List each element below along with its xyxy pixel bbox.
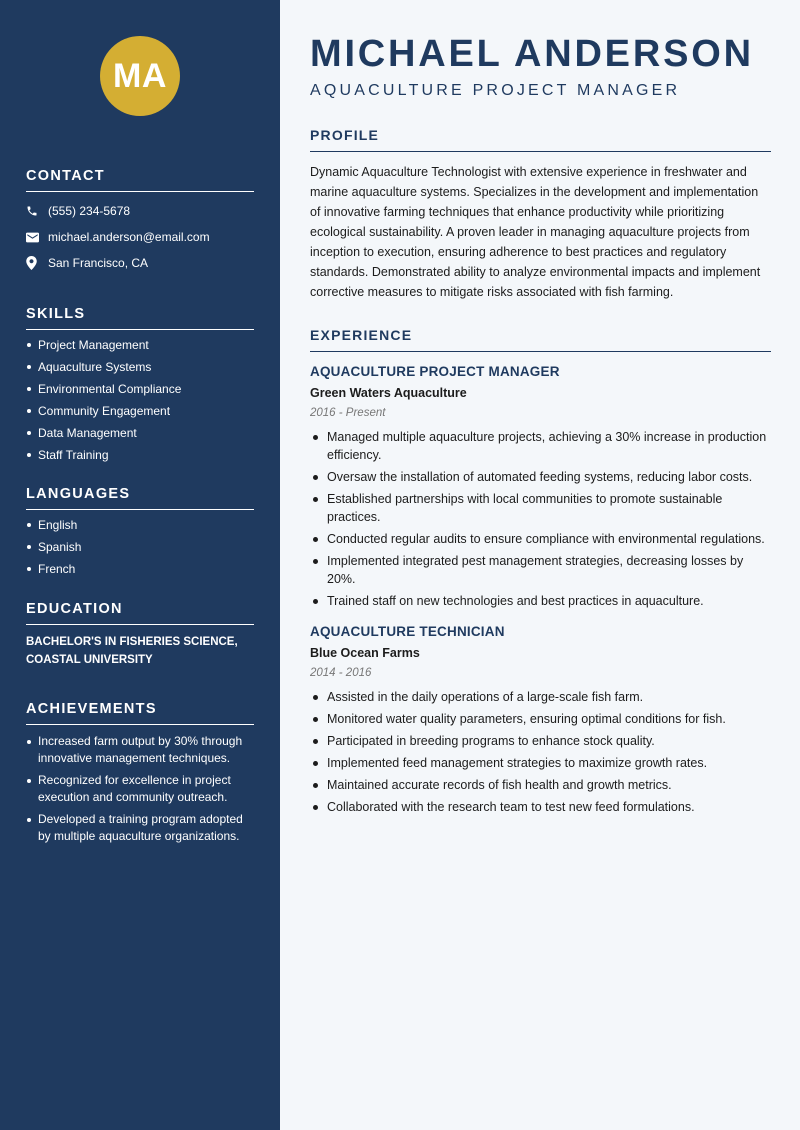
languages-list [26, 518, 254, 576]
skill-item: Staff Training [26, 448, 254, 462]
job-bullet: Established partnerships with local communities to promote sustainable practices. [310, 490, 771, 526]
skill-item: Project Management [26, 338, 254, 352]
skill-item: Aquaculture Systems [26, 360, 254, 374]
contact-email [26, 224, 254, 250]
contact-location [26, 250, 254, 276]
email-icon [26, 232, 48, 243]
job-entry [310, 364, 771, 610]
skill-item: Data Management [26, 426, 254, 440]
sidebar [0, 0, 280, 1130]
profile-section [310, 127, 771, 302]
location-pin-icon [26, 256, 48, 270]
candidate-name: MICHAEL ANDERSON [310, 33, 754, 75]
language-item: English [26, 518, 254, 532]
job-bullet: Maintained accurate records of fish health and growth metrics. [310, 776, 771, 794]
job-company: Blue Ocean Farms [310, 646, 420, 660]
job-bullets [310, 688, 771, 816]
job-entry [310, 624, 771, 816]
job-bullet: Collaborated with the research team to test new feed formulations. [310, 798, 771, 816]
achievements-list [26, 733, 254, 845]
job-bullet: Monitored water quality parameters, ensuring optimal conditions for fish. [310, 710, 771, 728]
job-bullet: Trained staff on new technologies and best practices in aquaculture. [310, 592, 771, 610]
job-dates: 2016 - Present [310, 407, 386, 419]
contact-section [26, 168, 254, 276]
language-item: Spanish [26, 540, 254, 554]
location-text: San Francisco, CA [48, 256, 149, 270]
contact-phone [26, 198, 254, 224]
achievement-item: Increased farm output by 30% through innovative management techniques. [26, 733, 254, 767]
job-bullet: Conducted regular audits to ensure compliance with environmental regulations. [310, 530, 771, 548]
education-heading: EDUCATION [26, 601, 254, 625]
achievements-section [26, 701, 254, 845]
job-bullet: Participated in breeding programs to enhance stock quality. [310, 732, 771, 750]
education-section [26, 601, 254, 669]
achievements-heading: ACHIEVEMENTS [26, 701, 254, 725]
job-title: AQUACULTURE TECHNICIAN [310, 624, 505, 639]
profile-heading: PROFILE [310, 127, 771, 152]
job-bullet: Oversaw the installation of automated feeding systems, reducing labor costs. [310, 468, 771, 486]
education-degree: BACHELOR'S IN FISHERIES SCIENCE, COASTAL UNIVERSITY [26, 636, 238, 666]
phone-text: (555) 234-5678 [48, 204, 131, 218]
job-bullet: Implemented integrated pest management strategies, decreasing losses by 20%. [310, 552, 771, 588]
avatar-initials: MA [113, 56, 167, 95]
languages-section [26, 486, 254, 576]
job-dates: 2014 - 2016 [310, 667, 372, 679]
main-content [280, 0, 800, 1130]
skills-heading: SKILLS [26, 306, 254, 330]
job-company: Green Waters Aquaculture [310, 386, 467, 400]
job-bullet: Managed multiple aquaculture projects, achieving a 30% increase in production efficiency. [310, 428, 771, 464]
skill-item: Environmental Compliance [26, 382, 254, 396]
email-text: michael.anderson@email.com [48, 230, 210, 244]
skill-item: Community Engagement [26, 404, 254, 418]
achievement-item: Developed a training program adopted by multiple aquaculture organizations. [26, 811, 254, 845]
phone-icon [26, 205, 48, 217]
job-bullet: Implemented feed management strategies to maximize growth rates. [310, 754, 771, 772]
experience-heading: EXPERIENCE [310, 327, 771, 352]
achievement-item: Recognized for excellence in project execution and community outreach. [26, 772, 254, 806]
avatar [100, 36, 180, 116]
candidate-role: AQUACULTURE PROJECT MANAGER [310, 82, 681, 99]
experience-section [310, 327, 771, 816]
job-bullets [310, 428, 771, 610]
skills-list [26, 338, 254, 462]
skills-section [26, 306, 254, 462]
languages-heading: LANGUAGES [26, 486, 254, 510]
language-item: French [26, 562, 254, 576]
job-bullet: Assisted in the daily operations of a large-scale fish farm. [310, 688, 771, 706]
profile-text: Dynamic Aquaculture Technologist with extensive experience in freshwater and marine aquaculture systems. Specializes in the development and implementation of innovative farming techniques that enhance productivity while prioritizing ecological sustainability. A proven leader in managing aquaculture projects from inception to execution, ensuring adherence to best practices and regulatory standards. Demonstrated ability to analyze environmental impacts and implement corrective measures to mitigate risks associated with fish farming. [310, 165, 761, 299]
contact-heading: CONTACT [26, 168, 254, 192]
job-title: AQUACULTURE PROJECT MANAGER [310, 364, 560, 379]
